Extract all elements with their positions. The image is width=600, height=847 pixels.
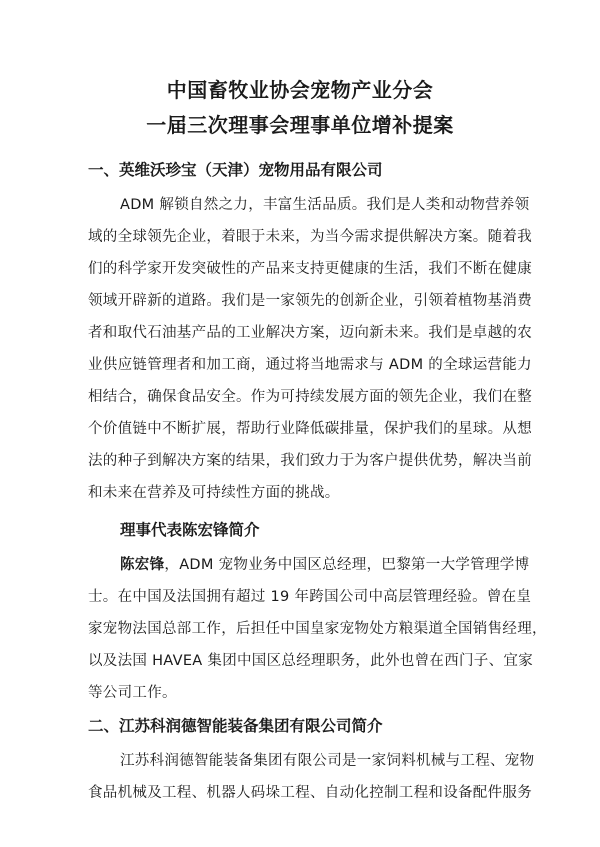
representative-heading: 理事代表陈宏锋简介 [120, 521, 260, 539]
representative-intro-line: 以及法国 HAVEA 集团中国区总经理职务，此外也曾在西门子、宜家 [88, 653, 534, 669]
representative-intro-line: 家宠物法国总部工作，后担任中国皇家宠物处方粮渠道全国销售经理， [88, 621, 547, 637]
section-2-heading: 二、江苏科润德智能装备集团有限公司简介 [88, 717, 383, 735]
representative-intro-line: 士。在中国及法国拥有超过 19 年跨国公司中高层管理经验。曾在皇 [88, 589, 532, 605]
representative-intro-text: ，ADM 宠物业务中国区总经理，巴黎第一大学管理学博 [164, 557, 530, 573]
section-1-paragraph-line: 业供应链管理者和加工商，通过将当地需求与 ADM 的全球运营能力 [88, 357, 532, 373]
section-1-paragraph-line: 法的种子到解决方案的结果，我们致力于为客户提供优势，解决当前 [88, 453, 532, 469]
section-1-paragraph-line: 者和取代石油基产品的工业解决方案，迈向新未来。我们是卓越的农 [88, 325, 532, 341]
representative-intro-line [120, 553, 529, 574]
section-2-paragraph-line: 食品机械及工程、机器人码垛工程、自动化控制工程和设备配件服务 [88, 785, 532, 801]
section-1-paragraph-line: 和未来在营养及可持续性方面的挑战。 [88, 485, 340, 501]
section-1-paragraph-line: ADM 解锁自然之力，丰富生活品质。我们是人类和动物营养领 [120, 197, 530, 213]
document-title-line-1: 中国畜牧业协会宠物产业分会 [166, 78, 434, 102]
section-1-paragraph-line: 相结合，确保食品安全。作为可持续发展方面的领先企业，我们在整 [88, 389, 532, 405]
section-1-paragraph-line: 域的全球领先企业，着眼于未来，为当今需求提供解决方案。随着我 [88, 229, 532, 245]
section-1-paragraph-line: 领域开辟新的道路。我们是一家领先的创新企业，引领着植物基消费 [88, 293, 532, 309]
section-1-paragraph-line: 们的科学家开发突破性的产品来支持更健康的生活，我们不断在健康 [88, 261, 532, 277]
document-title-line-2: 一届三次理事会理事单位增补提案 [146, 113, 454, 137]
section-1-paragraph-line: 个价值链中不断扩展，帮助行业降低碳排量，保护我们的星球。从想 [88, 421, 532, 437]
section-2-paragraph-line: 江苏科润德智能装备集团有限公司是一家饲料机械与工程、宠物 [120, 753, 535, 769]
representative-name: 陈宏锋 [120, 557, 165, 573]
section-1-heading: 一、英维沃珍宝（天津）宠物用品有限公司 [88, 161, 383, 179]
representative-intro-line: 等公司工作。 [88, 685, 177, 701]
